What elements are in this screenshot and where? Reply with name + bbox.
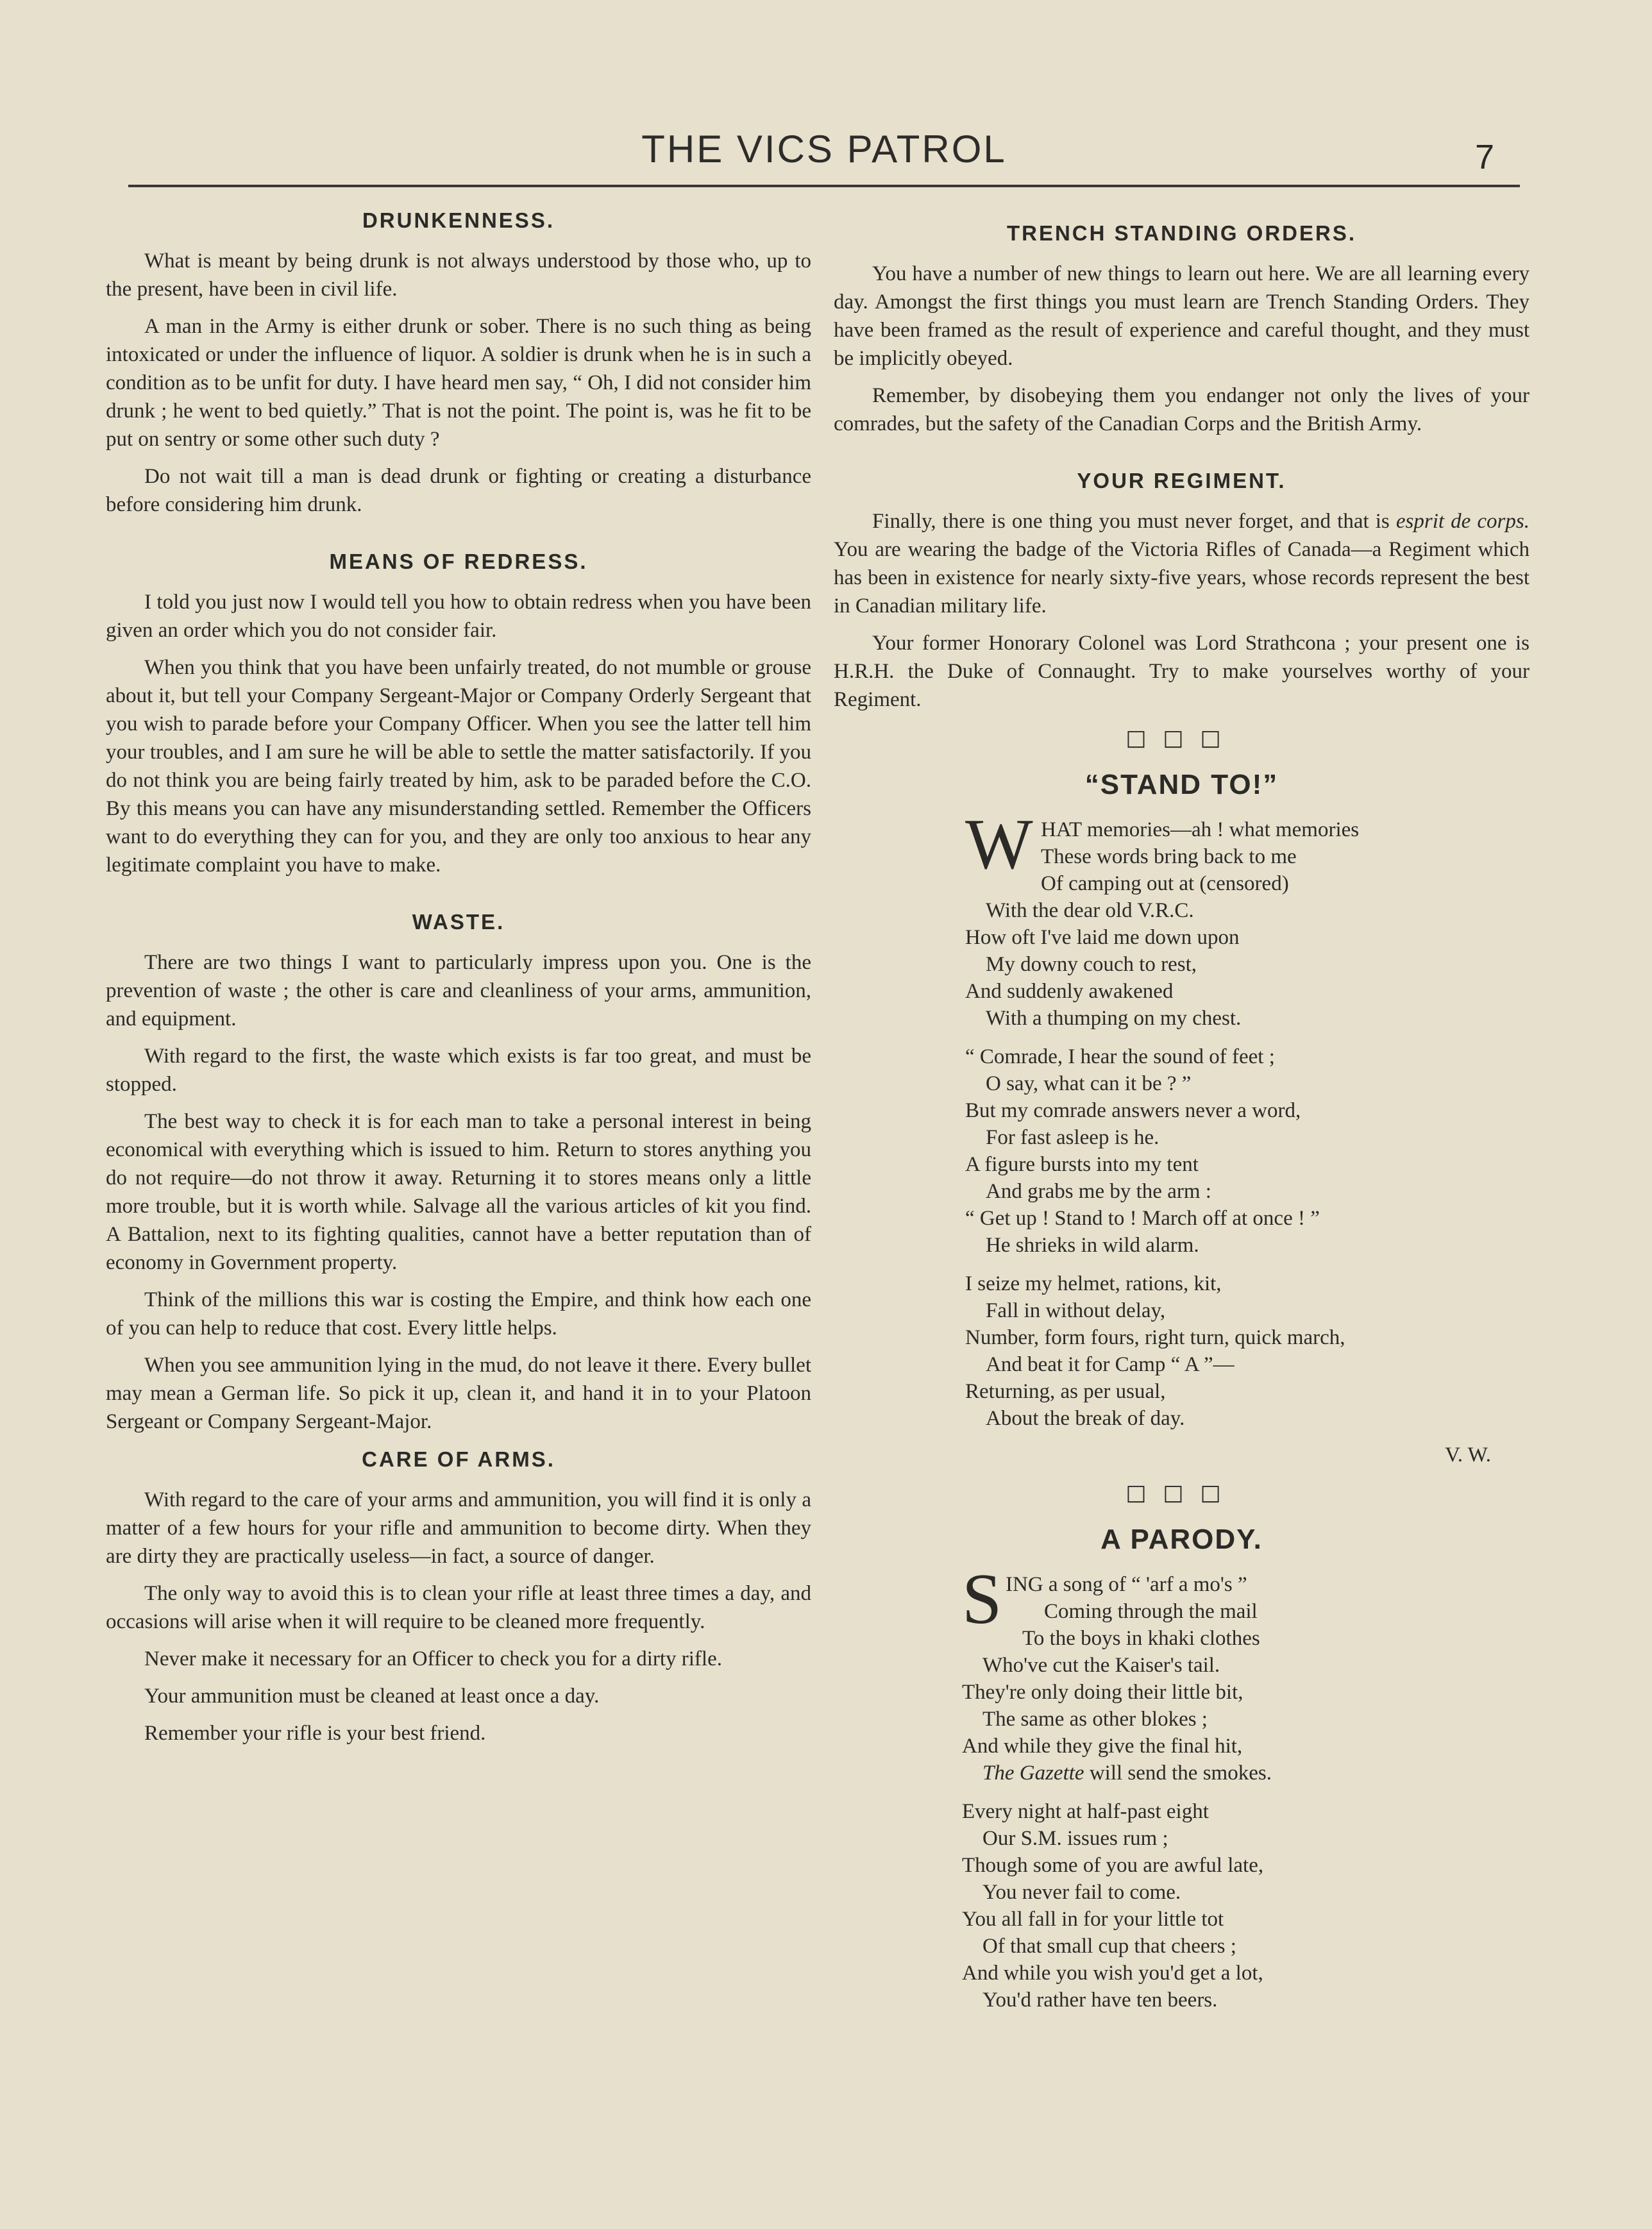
- paragraph: When you see ammunition lying in the mud, do not leave it there. Every bullet may mean a German life. So pick it up, clean it, and hand it in to your Platoon Sergeant or Company Sergeant-Major.: [106, 1354, 811, 1433]
- verse-line: [962, 1760, 1530, 1787]
- verse-line: You never fail to come.: [982, 1881, 1181, 1904]
- stanza: [965, 816, 1530, 1032]
- verse-line: Every night at half-past eight: [962, 1800, 1209, 1823]
- header-rule: [128, 185, 1520, 187]
- verse-line: They're only doing their little bit,: [962, 1681, 1243, 1704]
- stanza: [965, 1043, 1530, 1259]
- section-heading: MEANS OF REDRESS.: [329, 550, 588, 573]
- verse-line: And suddenly awakened: [965, 980, 1174, 1003]
- verse-line: “ Get up ! Stand to ! March off at once ! ”: [965, 1207, 1320, 1230]
- verse-line: With the dear old V.R.C.: [986, 899, 1194, 922]
- section-heading: YOUR REGIMENT.: [1077, 469, 1286, 492]
- ornament-squares: □□□: [1125, 725, 1238, 751]
- verse-line: Returning, as per usual,: [965, 1380, 1166, 1403]
- verse-line: “ Comrade, I hear the sound of feet ;: [965, 1045, 1275, 1068]
- verse-line: A figure bursts into my tent: [965, 1153, 1199, 1176]
- verse-line: For fast asleep is he.: [986, 1126, 1159, 1149]
- verse-line: Fall in without delay,: [986, 1299, 1166, 1322]
- poem-body: [834, 1560, 1530, 2014]
- paragraph: I told you just now I would tell you how to obtain redress when you have been given an order which you do not consider fair.: [106, 591, 811, 642]
- ornament-squares: □□□: [1125, 1480, 1238, 1506]
- verse-line: He shrieks in wild alarm.: [986, 1234, 1199, 1257]
- verse-line: With a thumping on my chest.: [986, 1007, 1242, 1030]
- text-run: will send the smokes.: [1084, 1762, 1272, 1785]
- section-heading: CARE OF ARMS.: [362, 1447, 555, 1471]
- verse-line: Of camping out at (censored): [1041, 872, 1289, 895]
- italic-phrase: The Gazette: [982, 1762, 1084, 1785]
- paragraph: The best way to check it is for each man to take a personal interest in being economical with everything which is issued to him. Return to stores anything you do not require—do not throw it away. Returning it to stores means only a little more trouble, but it is worth while. Salvage all the various articles of kit you find. A Battalion, next to its fighting qualities, cannot have a better reputation than of economy in Government property.: [106, 1110, 811, 1274]
- verse-line: HAT memories—ah ! what memories: [1041, 818, 1360, 841]
- stanza: [965, 1270, 1530, 1432]
- verse-line: You'd rather have ten beers.: [982, 1989, 1218, 2012]
- verse-line: You all fall in for your little tot: [962, 1908, 1224, 1931]
- drop-cap: S: [962, 1560, 1002, 1639]
- paragraph: With regard to the care of your arms and ammunition, you will find it is only a matter of a few hours for your rifle and ammunition to become dirty. When they are dirty they are practically useless—in fact, a source of danger.: [106, 1488, 811, 1568]
- masthead: [128, 127, 1520, 185]
- verse-line: ING a song of “ 'arf a mo's ”: [1006, 1573, 1247, 1596]
- page-number: 7: [1474, 138, 1494, 176]
- verse-line: How oft I've laid me down upon: [965, 926, 1240, 949]
- paragraph: [834, 507, 1530, 620]
- section-your-regiment: [834, 469, 1530, 714]
- verse-line: Number, form fours, right turn, quick march,: [965, 1326, 1345, 1349]
- verse-line: And while you wish you'd get a lot,: [962, 1962, 1263, 1985]
- paragraph: Your ammunition must be cleaned at least once a day.: [144, 1685, 600, 1708]
- drop-cap: W: [965, 805, 1033, 884]
- verse-line: Our S.M. issues rum ;: [982, 1827, 1168, 1850]
- verse-line: To the boys in khaki clothes: [1022, 1627, 1260, 1650]
- section-heading: DRUNKENNESS.: [362, 208, 555, 232]
- verse-line: Who've cut the Kaiser's tail.: [982, 1654, 1220, 1677]
- paragraph: A man in the Army is either drunk or sober. There is no such thing as being intoxicated or under the influence of liquor. A soldier is drunk when he is in such a condition as to be unfit for duty. I have heard men say, “ Oh, I did not consider him drunk ; he went to bed quietly.” That is not the point. The point is, was he fit to be put on sentry or some other such duty ?: [106, 315, 811, 451]
- paragraph: Do not wait till a man is dead drunk or fighting or creating a disturbance before considering him drunk.: [106, 465, 811, 516]
- paragraph: Never make it necessary for an Officer to check you for a dirty rifle.: [144, 1647, 722, 1670]
- verse-line: The same as other blokes ;: [982, 1708, 1208, 1731]
- right-column: [834, 221, 1530, 2025]
- paragraph: What is meant by being drunk is not always understood by those who, up to the present, have been in civil life.: [106, 249, 811, 301]
- section-heading: TRENCH STANDING ORDERS.: [1006, 221, 1357, 245]
- poem-signature: V. W.: [1445, 1443, 1491, 1467]
- paragraph: With regard to the first, the waste which exists is far too great, and must be stopped.: [106, 1045, 811, 1096]
- poem-title: A PARODY.: [1100, 1524, 1263, 1555]
- verse-line: And while they give the final hit,: [962, 1735, 1243, 1758]
- verse-line: My downy couch to rest,: [986, 953, 1197, 976]
- paragraph: Your former Honorary Colonel was Lord Strathcona ; your present one is H.R.H. the Duke of Connaught. Try to make yourselves worthy of your Regiment.: [834, 632, 1530, 711]
- verse-line: Coming through the mail: [1044, 1600, 1258, 1623]
- verse-line: O say, what can it be ? ”: [986, 1072, 1192, 1095]
- text-run: Finally, there is one thing you must never forget, and that is: [872, 510, 1396, 533]
- verse-line: And beat it for Camp “ A ”—: [986, 1353, 1235, 1376]
- verse-line: About the break of day.: [986, 1407, 1185, 1430]
- section-trench-standing-orders: [834, 221, 1530, 438]
- publication-title: THE VICS PATROL: [641, 128, 1007, 171]
- section-care-of-arms: [106, 1447, 811, 1747]
- verse-line: Of that small cup that cheers ;: [982, 1935, 1236, 1958]
- italic-phrase: esprit de corps.: [1395, 510, 1530, 533]
- paragraph: There are two things I want to particularly impress upon you. One is the prevention of waste ; the other is care and cleanliness of your arms, ammunition, and equipment.: [106, 951, 811, 1030]
- stanza: [962, 1571, 1530, 1787]
- paragraph: Remember your rifle is your best friend.: [144, 1722, 486, 1745]
- section-means-of-redress: [106, 550, 811, 879]
- section-waste: [106, 910, 811, 1436]
- poem-stand-to: [834, 769, 1530, 1467]
- poem-title: “STAND TO!”: [1084, 769, 1279, 800]
- verse-line: These words bring back to me: [1041, 845, 1297, 868]
- left-column: [106, 208, 811, 1778]
- paragraph: You have a number of new things to learn out here. We are all learning every day. Amongst the first things you must learn are Trench Standing Orders. They have been framed as the result of experience and careful thought, and they must be implicitly obeyed.: [834, 262, 1530, 370]
- verse-line: But my comrade answers never a word,: [965, 1099, 1301, 1122]
- paragraph: When you think that you have been unfairly treated, do not mumble or grouse about it, but tell your Company Sergeant-Major or Company Orderly Sergeant that you wish to parade before your Company Officer. When you see the latter tell him your troubles, and I am sure he will be able to settle the matter satisfactorily. If you do not think you are being fairly treated by him, ask to be paraded before the C.O. By this means you can have any misunderstanding settled. Remember the Officers want to do everything they can for you, and they are only too anxious to hear any legitimate complaint you have to make.: [106, 656, 811, 877]
- verse-line: And grabs me by the arm :: [986, 1180, 1211, 1203]
- paragraph: Remember, by disobeying them you endanger not only the lives of your comrades, but the safety of the Canadian Corps and the British Army.: [834, 384, 1530, 435]
- verse-line: I seize my helmet, rations, kit,: [965, 1272, 1222, 1295]
- section-drunkenness: [106, 208, 811, 519]
- text-run: You are wearing the badge of the Victoria Rifles of Canada—a Regiment which has been in existence for nearly sixty-five years, whose records represent the best in Canadian military life.: [834, 538, 1530, 618]
- stanza: [962, 1798, 1530, 2014]
- paragraph: The only way to avoid this is to clean your rifle at least three times a day, and occasions will arise when it will require to be cleaned more frequently.: [106, 1582, 811, 1633]
- poem-body: [834, 805, 1530, 1432]
- verse-line: Though some of you are awful late,: [962, 1854, 1264, 1877]
- poem-a-parody: [834, 1524, 1530, 2014]
- paragraph: Think of the millions this war is costing the Empire, and think how each one of you can help to reduce that cost. Every little helps.: [106, 1288, 811, 1340]
- section-heading: WASTE.: [412, 910, 505, 934]
